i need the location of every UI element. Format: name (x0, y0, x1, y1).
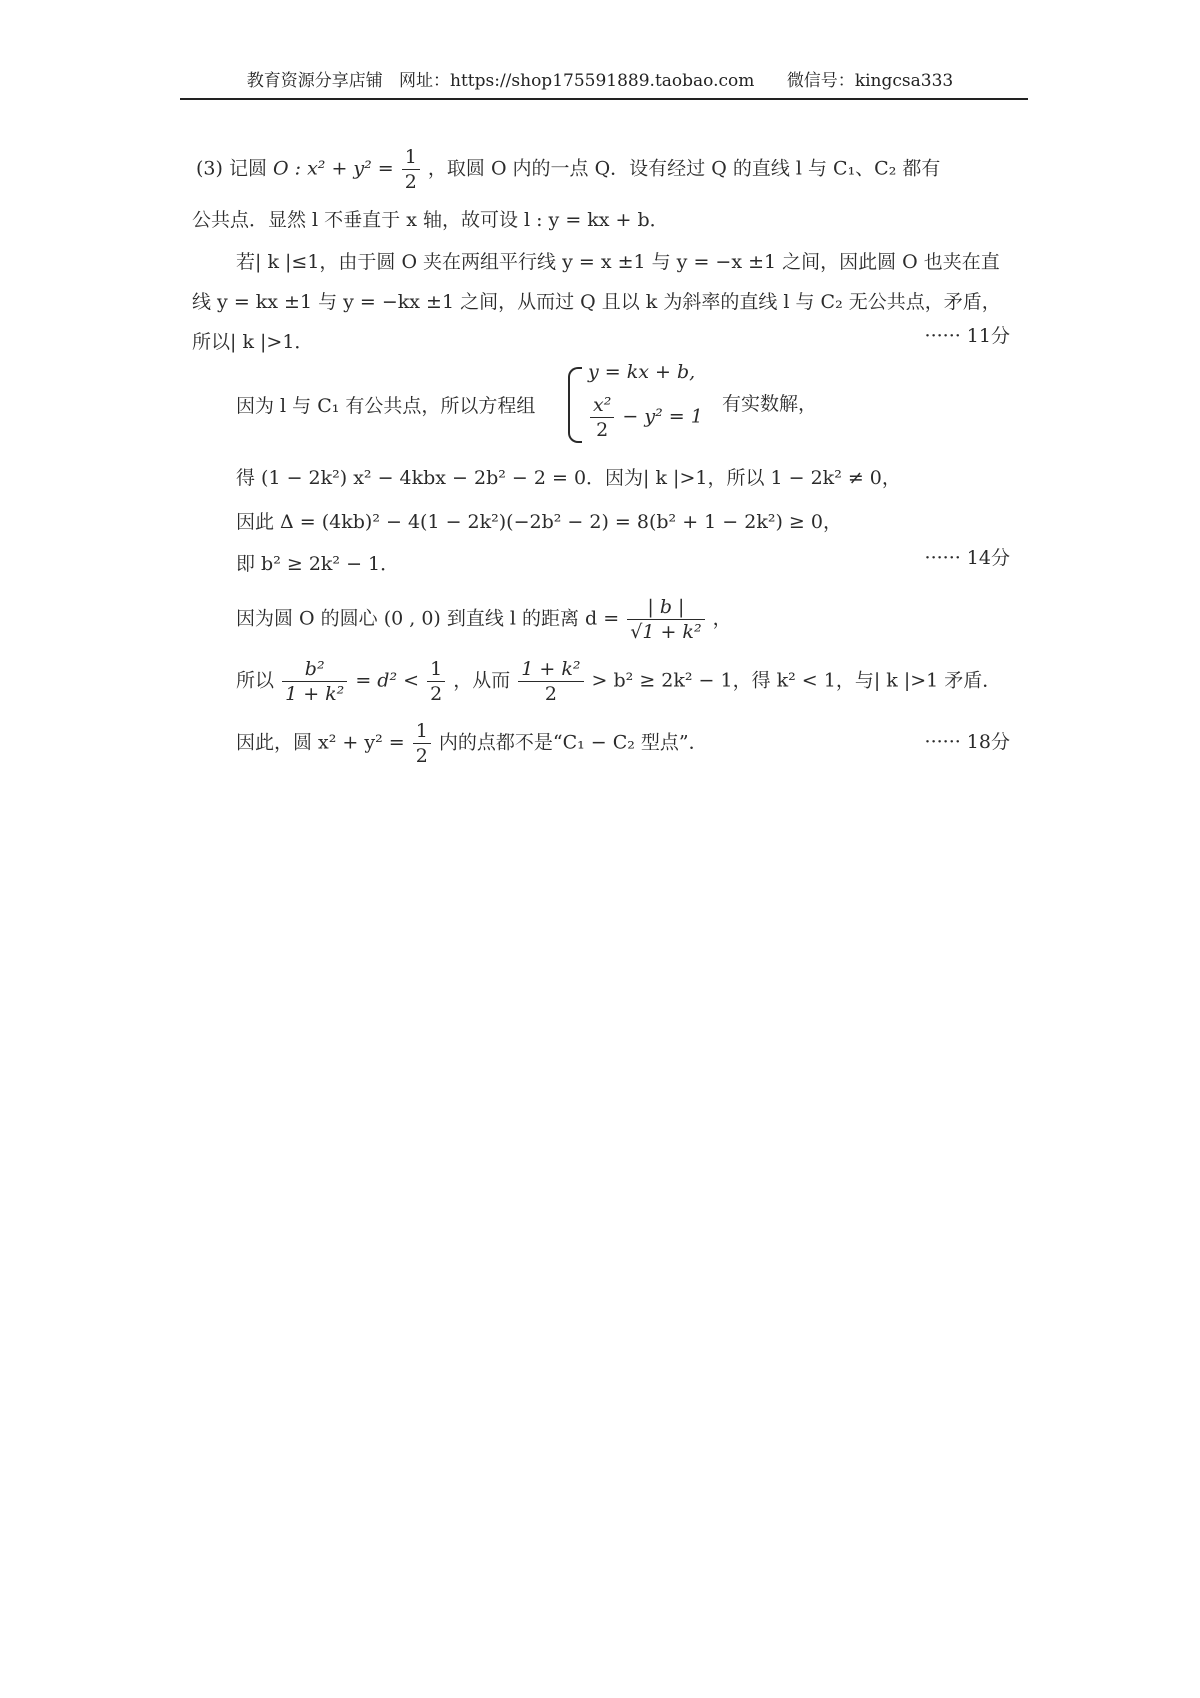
solution-line-4: 线 y = kx ±1 与 y = −kx ±1 之间，从而过 Q 且以 k 为斜率的直线 l 与 C₂ 无公共点，矛盾， (192, 291, 1001, 313)
solution-line-2: 公共点．显然 l 不垂直于 x 轴，故可设 l : y = kx + b． (192, 209, 669, 231)
solution-line-1: (3) 记圆 O : x² + y² = $\frac{1}{2}$ ，取圆 O 内的一点 Q．设有经过 Q 的直线 l 与 C₁、C₂ 都有 (196, 146, 941, 193)
fraction-1k2-over-2: $\frac{\text{1 + k²}}{2}$ (518, 657, 583, 706)
system-eq-1: y = kx + b, (588, 361, 696, 383)
equation-system-brace (568, 367, 582, 443)
shop-name: 教育资源分享店铺 (246, 71, 383, 91)
solution-line-6: 因为 l 与 C₁ 有公共点，所以方程组 (236, 395, 536, 417)
solution-line-5: 所以| k |>1． (192, 331, 314, 353)
fraction-x2-over-2: $\frac{\text{x²}}{2}$ (590, 393, 614, 442)
solution-line-6b: 有实数解， (722, 393, 818, 415)
wechat-label: 微信号： (786, 71, 855, 91)
fraction-half: $\frac{1}{2}$ (402, 145, 420, 194)
url-label: 网址： (399, 71, 450, 91)
score-18: ······ 18分 (924, 731, 1010, 753)
fraction-half-3: $\frac{1}{2}$ (413, 719, 431, 768)
system-eq-2: $\frac{\text{x²}}{2}$ − y² = 1 (588, 393, 703, 442)
fraction-b2-over-1k2: $\frac{\text{b²}}{\text{1 + k²}}$ (282, 657, 347, 706)
header-divider (180, 98, 1028, 100)
solution-line-11: 所以 $\frac{\text{b²}}{\text{1 + k²}}$ = d² < $\frac{1}{2}$ ，从而 $\frac{\text{1 + k²}}{2}$ > b² ≥ 2k² − 1，得 k² < 1，与| k |>1 矛盾． (236, 658, 1002, 705)
solution-line-12: 因此，圆 x² + y² = $\frac{1}{2}$ 内的点都不是“C₁ − C₂ 型点”． (236, 720, 708, 767)
page-header (0, 66, 1200, 91)
fraction-half-2: $\frac{1}{2}$ (427, 657, 445, 706)
score-11: ······ 11分 (924, 325, 1010, 347)
solution-line-9: 即 b² ≥ 2k² − 1． (236, 553, 400, 575)
fraction-distance: $\frac{| b |}{\text{√1 + k²}}$ (627, 595, 704, 644)
solution-line-10: 因为圆 O 的圆心 (0 , 0) 到直线 l 的距离 d = $\frac{| b |}{\text{√1 + k²}}$ ， (236, 596, 732, 643)
score-14: ······ 14分 (924, 547, 1010, 569)
solution-line-8: 因此 Δ = (4kb)² − 4(1 − 2k²)(−2b² − 2) = 8(b² + 1 − 2k²) ≥ 0， (236, 511, 842, 533)
solution-scan (192, 135, 1026, 835)
solution-line-3: 若| k |≤1，由于圆 O 夹在两组平行线 y = x ±1 与 y = −x ±1 之间，因此圆 O 也夹在直 (236, 251, 1000, 273)
wechat-id: kingcsa333 (854, 71, 954, 91)
shop-url[interactable]: https://shop175591889.taobao.com (450, 71, 755, 91)
solution-line-7: 得 (1 − 2k²) x² − 4kbx − 2b² − 2 = 0．因为| k |>1，所以 1 − 2k² ≠ 0， (236, 467, 901, 489)
